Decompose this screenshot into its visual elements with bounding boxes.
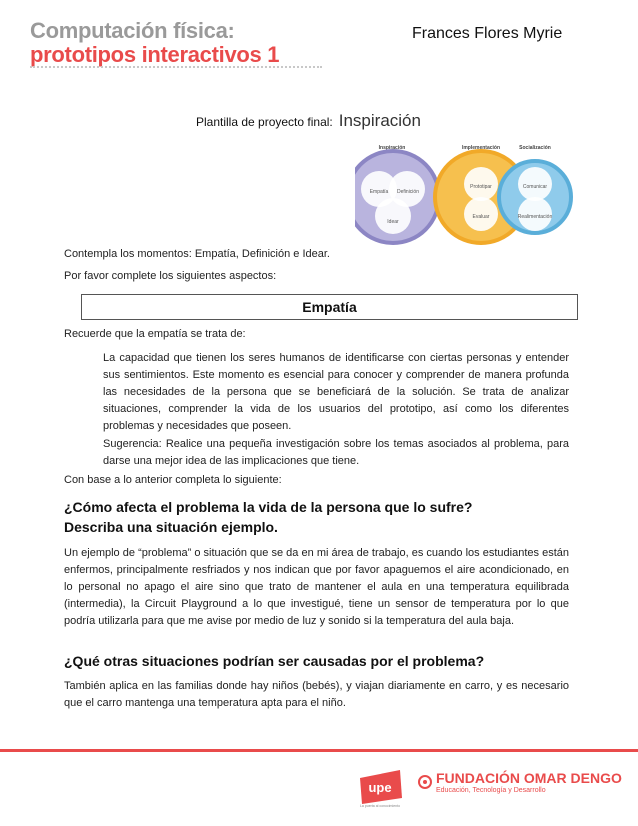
item-label-prototipar: Prototipar (470, 184, 492, 190)
upe-logo (356, 768, 406, 813)
phase-label-inspiracion: Inspiración (378, 145, 406, 151)
section-title-box: Empatía (81, 294, 578, 320)
answer-2: También aplica en las familias donde hay niños (bebés), y viajan diariamente en carro, y es necesario que el carro mantenga una temperatura apta para el niño. (64, 680, 569, 709)
answer-1: Un ejemplo de “problema” o situación que se da en mi área de trabajo, es cuando los estudiantes están enfermos, principalmente resfriados y nos indican que por favor apaguemos el aire acondicionado, en lo personal no apago el aire sino que trato de mantener el aula en una temperatura equilibrada (intermedia), la Circuit Playground a lo que investigué, tiene un sensor de temperatura por lo que podría utilizarla para que me avise por medio de luz y sonido si la temperatura del aula baja. (64, 547, 569, 627)
moments-text: Contempla los momentos: Empatía, Definición e Idear. (64, 248, 330, 260)
item-label-empatia: Empatía (369, 189, 389, 195)
empathy-definition: La capacidad que tienen los seres humanos de identificarse con ciertas personas y entender sus sentimientos. Este momento es esencial para conocer y comprender de manera profunda las necesidades de la persona que se beneficiará de la solución. Se trata de analizar situaciones, comprender la vida de los usuarios del prototipo, así como los diferentes problemas y necesidades que poseen. (103, 352, 569, 432)
template-stage: Inspiración (338, 111, 421, 130)
svg-text:La puerta al conocimiento: La puerta al conocimiento (359, 804, 401, 808)
question-2: ¿Qué otras situaciones podrían ser causadas por el problema? (64, 653, 485, 669)
question-1: ¿Cómo afecta el problema la vida de la persona que lo sufre? Describa una situación ejemplo. (64, 499, 473, 535)
svg-text:upe: upe (368, 780, 392, 795)
item-circle-idear (375, 198, 411, 234)
item-label-comunicar: Comunicar (522, 184, 548, 190)
fundacion-name: FUNDACIÓN OMAR DENGO (436, 770, 622, 786)
item-label-definicion: Definición (397, 189, 419, 195)
suggestion-text: Sugerencia: Realice una pequeña investigación sobre los temas asociados al problema, para darse una mejor idea de las implicaciones que tiene. (103, 438, 569, 467)
course-logo-line1: Computación física: (30, 18, 235, 43)
phase-label-socializacion: Socialización (519, 145, 551, 151)
template-title (196, 111, 421, 131)
author-name: Frances Flores Myrie (412, 25, 563, 42)
phase-label-implementacion: Implementación (461, 145, 501, 151)
based-text: Con base a lo anterior completa lo siguiente: (64, 474, 282, 486)
item-label-idear: Idear (387, 219, 399, 225)
item-label-realimentacion: Realimentación (517, 214, 553, 220)
header-divider (30, 66, 322, 68)
remember-text: Recuerde que la empatía se trata de: (64, 328, 246, 340)
course-logo-line2: prototipos interactivos 1 (30, 42, 280, 67)
design-process-diagram (355, 140, 573, 248)
footer-bar (0, 749, 638, 752)
complete-instruction: Por favor complete los siguientes aspectos: (64, 270, 277, 282)
template-label: Plantilla de proyecto final: (196, 115, 333, 129)
fundacion-tagline: Educación, Tecnología y Desarrollo (436, 787, 546, 794)
item-label-evaluar: Evaluar (472, 214, 490, 220)
fundacion-logo (418, 770, 622, 794)
fundacion-emblem-icon (418, 772, 432, 792)
